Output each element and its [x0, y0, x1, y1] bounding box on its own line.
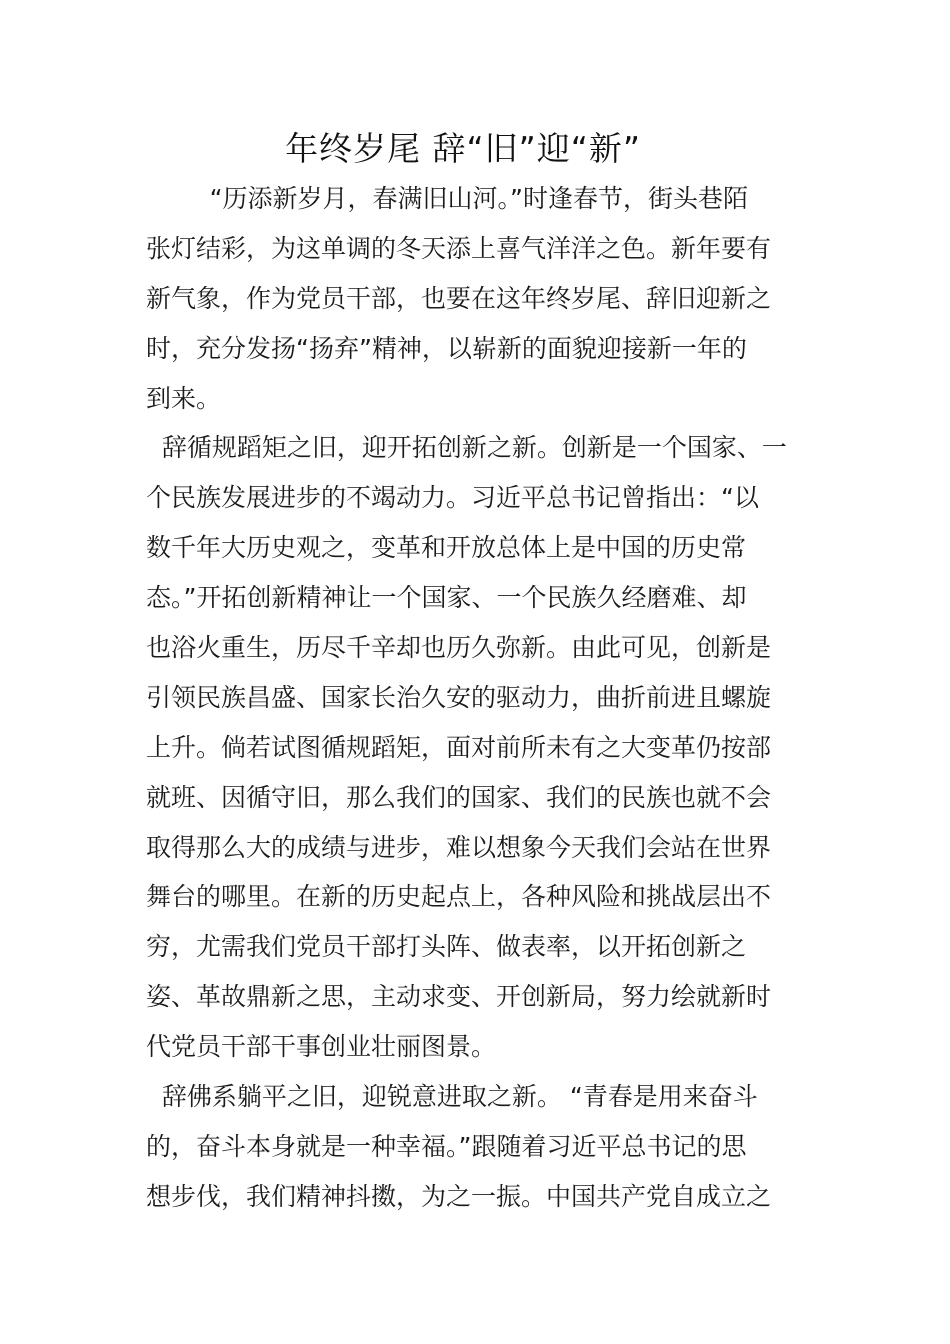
- text-line: 辞佛系躺平之旧，迎锐意进取之新。 “青春是用来奋斗: [146, 1082, 758, 1112]
- paragraph-3: [146, 1072, 814, 1222]
- text-line: 就班、因循守旧，那么我们的国家、我们的民族也就不会: [146, 782, 772, 812]
- text-line: 态。”开拓创新精神让一个国家、一个民族久经磨难、却: [146, 583, 747, 613]
- document-title: 年终岁尾 辞“旧”迎“新”: [285, 129, 641, 168]
- text-line: 时，充分发扬“扬弃”精神，以崭新的面貌迎接新一年的: [146, 333, 747, 363]
- text-line: “历添新岁月，春满旧山河。”时逢春节，街头巷陌: [146, 184, 748, 213]
- text-line: 引领民族昌盛、国家长治久安的驱动力，曲折前进且螺旋: [146, 682, 772, 712]
- text-line: 个民族发展进步的不竭动力。习近平总书记曾指出：“以: [146, 483, 759, 513]
- text-line: 代党员干部干事创业壮丽图景。: [146, 1032, 497, 1062]
- text-line: 数千年大历史观之，变革和开放总体上是中国的历史常: [146, 533, 747, 563]
- paragraph-2: [146, 423, 814, 1072]
- text-line: 舞台的哪里。在新的历史起点上，各种风险和挑战层出不: [146, 882, 772, 912]
- text-line: 上升。倘若试图循规蹈矩，面对前所未有之大变革仍按部: [146, 732, 772, 762]
- text-line: 辞循规蹈矩之旧，迎开拓创新之新。创新是一个国家、一: [146, 433, 787, 463]
- paragraph-1: [146, 174, 814, 423]
- text-line: 张灯结彩，为这单调的冬天添上喜气洋洋之色。新年要有: [146, 233, 772, 263]
- document-body: [146, 174, 814, 1222]
- text-line: 穷，尤需我们党员干部打头阵、做表率，以开拓创新之: [146, 932, 747, 962]
- text-line: 也浴火重生，历尽千辛却也历久弥新。由此可见，创新是: [146, 633, 772, 663]
- text-line: 想步伐，我们精神抖擞，为之一振。中国共产党自成立之: [146, 1181, 772, 1211]
- text-line: 新气象，作为党员干部，也要在这年终岁尾、辞旧迎新之: [146, 283, 772, 313]
- text-line: 取得那么大的成绩与进步，难以想象今天我们会站在世界: [146, 832, 772, 862]
- text-line: 的，奋斗本身就是一种幸福。”跟随着习近平总书记的思: [146, 1131, 747, 1161]
- text-line: 姿、革故鼎新之思，主动求变、开创新局，努力绘就新时: [146, 982, 772, 1012]
- text-line: 到来。: [146, 383, 222, 413]
